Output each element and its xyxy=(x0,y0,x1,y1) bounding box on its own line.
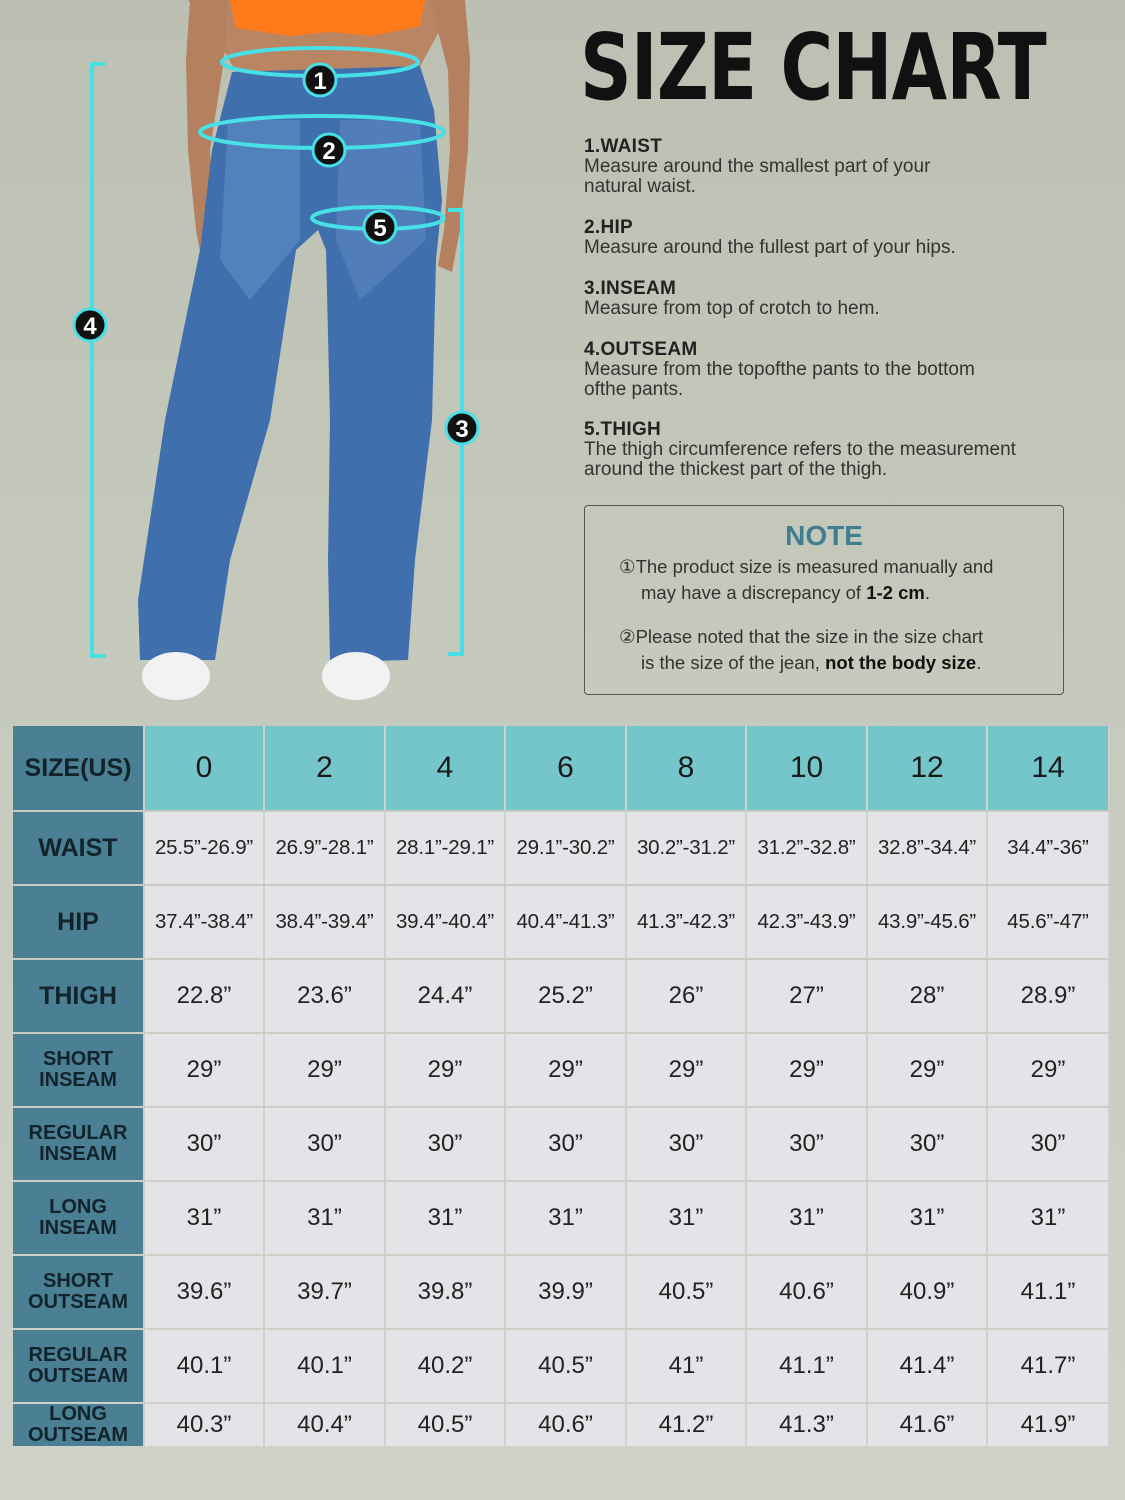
size-column-header: 14 xyxy=(988,726,1110,810)
table-cell: 26” xyxy=(627,960,747,1032)
row-label xyxy=(13,1108,145,1180)
row-label-text: THIGH xyxy=(39,981,117,1010)
orange-crop-top-icon xyxy=(230,0,425,36)
note-text: may have a discrepancy of xyxy=(641,582,867,603)
instruction-text: natural waist. xyxy=(584,176,696,197)
row-label xyxy=(13,812,145,884)
size-column-header: 2 xyxy=(265,726,386,810)
table-cell: 31” xyxy=(506,1182,627,1254)
row-label-text: WAIST xyxy=(38,833,118,862)
table-cell: 30” xyxy=(627,1108,747,1180)
hip-instruction xyxy=(584,218,1084,258)
row-label-text: REGULAR xyxy=(28,1122,128,1144)
instruction-heading: 1.WAIST xyxy=(584,136,663,157)
instruction-text: Measure around the fullest part of your hips. xyxy=(584,237,956,258)
table-cell: 41.6” xyxy=(868,1404,988,1446)
table-cell: 40.9” xyxy=(868,1256,988,1328)
note-item-1-line-1: ①The product size is measured manually and xyxy=(619,556,994,577)
marker-2 xyxy=(313,134,345,166)
table-cell: 41.7” xyxy=(988,1330,1110,1402)
outseam-guide-line xyxy=(92,64,106,656)
row-label-text: REGULAR xyxy=(28,1344,128,1366)
table-cell: 31” xyxy=(265,1182,386,1254)
size-column-header: 6 xyxy=(506,726,627,810)
size-column-header: 0 xyxy=(145,726,265,810)
marker-1 xyxy=(304,64,336,96)
table-cell: 41.9” xyxy=(988,1404,1110,1446)
outseam-instruction xyxy=(584,340,1084,400)
table-cell: 29” xyxy=(988,1034,1110,1106)
table-cell: 40.6” xyxy=(747,1256,868,1328)
table-cell: 29” xyxy=(506,1034,627,1106)
note-item-2-line-2 xyxy=(641,650,1081,676)
size-header-row xyxy=(13,726,1110,810)
row-label xyxy=(13,886,145,958)
size-column-header: 10 xyxy=(747,726,868,810)
table-cell: 31” xyxy=(145,1182,265,1254)
row-label xyxy=(13,1404,145,1446)
size-column-header: 4 xyxy=(386,726,506,810)
table-cell: 40.5” xyxy=(386,1404,506,1446)
table-cell: 30” xyxy=(265,1108,386,1180)
note-title: NOTE xyxy=(785,520,863,551)
table-cell: 27” xyxy=(747,960,868,1032)
table-row xyxy=(13,1034,1110,1106)
table-cell: 40.1” xyxy=(265,1330,386,1402)
table-cell: 29” xyxy=(627,1034,747,1106)
table-cell: 30” xyxy=(988,1108,1110,1180)
table-cell: 41.1” xyxy=(988,1256,1110,1328)
table-cell: 41.3”-42.3” xyxy=(627,886,747,958)
table-cell: 40.1” xyxy=(145,1330,265,1402)
row-label xyxy=(13,1182,145,1254)
table-cell: 29” xyxy=(265,1034,386,1106)
marker-5 xyxy=(364,211,396,243)
note-item-2-line-1: ②Please noted that the size in the size chart xyxy=(619,626,984,647)
row-label-text: LONG xyxy=(49,1196,107,1218)
table-cell: 30.2”-31.2” xyxy=(627,812,747,884)
row-label xyxy=(13,1034,145,1106)
table-cell: 40.5” xyxy=(627,1256,747,1328)
note-emphasis: not the body size xyxy=(825,652,977,673)
table-cell: 29.1”-30.2” xyxy=(506,812,627,884)
marker-2-label: 2 xyxy=(322,138,336,165)
table-cell: 39.9” xyxy=(506,1256,627,1328)
table-cell: 31.2”-32.8” xyxy=(747,812,868,884)
marker-4 xyxy=(74,309,106,341)
marker-3-label: 3 xyxy=(455,416,469,443)
table-cell: 29” xyxy=(868,1034,988,1106)
note-text: is the size of the jean, xyxy=(641,652,826,673)
instruction-text: around the thickest part of the thigh. xyxy=(584,459,888,480)
row-label-text: SHORT xyxy=(43,1048,113,1070)
marker-1-label: 1 xyxy=(313,68,327,95)
instruction-heading: 3.INSEAM xyxy=(584,278,677,299)
row-label-text: SHORT xyxy=(43,1270,113,1292)
note-emphasis: 1-2 cm xyxy=(866,582,925,603)
table-cell: 31” xyxy=(747,1182,868,1254)
table-cell: 37.4”-38.4” xyxy=(145,886,265,958)
row-label-text: INSEAM xyxy=(39,1143,117,1165)
table-cell: 31” xyxy=(988,1182,1110,1254)
table-cell: 39.6” xyxy=(145,1256,265,1328)
marker-4-label: 4 xyxy=(83,313,97,340)
table-cell: 40.3” xyxy=(145,1404,265,1446)
instruction-heading: 2.HIP xyxy=(584,217,634,238)
jeans-model-illustration xyxy=(0,0,560,710)
instruction-text: The thigh circumference refers to the measurement xyxy=(584,439,1016,460)
table-cell: 39.4”-40.4” xyxy=(386,886,506,958)
table-cell: 41.3” xyxy=(747,1404,868,1446)
table-cell: 42.3”-43.9” xyxy=(747,886,868,958)
instruction-text: Measure from the topofthe pants to the bottom xyxy=(584,359,975,380)
table-cell: 24.4” xyxy=(386,960,506,1032)
table-cell: 29” xyxy=(386,1034,506,1106)
size-column-header: 12 xyxy=(868,726,988,810)
table-cell: 28.9” xyxy=(988,960,1110,1032)
instruction-heading: 5.THIGH xyxy=(584,419,662,440)
instruction-heading: 4.OUTSEAM xyxy=(584,339,698,360)
table-cell: 32.8”-34.4” xyxy=(868,812,988,884)
table-row xyxy=(13,1404,1110,1446)
table-cell: 26.9”-28.1” xyxy=(265,812,386,884)
inseam-instruction xyxy=(584,279,1084,319)
table-cell: 41.2” xyxy=(627,1404,747,1446)
table-cell: 39.8” xyxy=(386,1256,506,1328)
row-label xyxy=(13,1256,145,1328)
table-row xyxy=(13,1330,1110,1402)
instruction-text: Measure around the smallest part of your xyxy=(584,156,931,177)
table-cell: 28” xyxy=(868,960,988,1032)
table-cell: 30” xyxy=(747,1108,868,1180)
thigh-instruction xyxy=(584,420,1084,480)
table-cell: 30” xyxy=(506,1108,627,1180)
right-shoe-icon xyxy=(322,652,390,700)
instruction-text: ofthe pants. xyxy=(584,379,684,400)
row-label-text: INSEAM xyxy=(39,1217,117,1239)
size-header-label: SIZE(US) xyxy=(13,726,145,810)
table-cell: 30” xyxy=(145,1108,265,1180)
table-cell: 41” xyxy=(627,1330,747,1402)
marker-3 xyxy=(446,412,478,444)
table-cell: 22.8” xyxy=(145,960,265,1032)
table-cell: 39.7” xyxy=(265,1256,386,1328)
row-label-text: INSEAM xyxy=(39,1069,117,1091)
row-label-text: OUTSEAM xyxy=(28,1291,128,1313)
row-label-text: HIP xyxy=(57,907,99,936)
row-label-text: LONG xyxy=(49,1403,107,1425)
table-cell: 30” xyxy=(868,1108,988,1180)
table-row xyxy=(13,1182,1110,1254)
waist-instruction xyxy=(584,137,1084,197)
table-cell: 29” xyxy=(747,1034,868,1106)
table-cell: 25.2” xyxy=(506,960,627,1032)
table-cell: 30” xyxy=(386,1108,506,1180)
table-cell: 41.4” xyxy=(868,1330,988,1402)
table-cell: 43.9”-45.6” xyxy=(868,886,988,958)
table-cell: 40.4” xyxy=(265,1404,386,1446)
row-label-text: OUTSEAM xyxy=(28,1424,128,1446)
table-cell: 23.6” xyxy=(265,960,386,1032)
table-cell: 40.5” xyxy=(506,1330,627,1402)
left-shoe-icon xyxy=(142,652,210,700)
table-cell: 28.1”-29.1” xyxy=(386,812,506,884)
page-title: SIZE CHART xyxy=(580,14,1046,121)
table-cell: 40.2” xyxy=(386,1330,506,1402)
table-row xyxy=(13,1256,1110,1328)
table-cell: 31” xyxy=(868,1182,988,1254)
note-item-1-line-2 xyxy=(641,580,1081,606)
size-column-header: 8 xyxy=(627,726,747,810)
table-row xyxy=(13,886,1110,958)
instruction-text: Measure from top of crotch to hem. xyxy=(584,298,880,319)
table-cell: 31” xyxy=(386,1182,506,1254)
note-box xyxy=(584,505,1064,695)
row-label xyxy=(13,960,145,1032)
table-cell: 41.1” xyxy=(747,1330,868,1402)
table-cell: 40.6” xyxy=(506,1404,627,1446)
note-text: . xyxy=(976,652,982,673)
table-row xyxy=(13,812,1110,884)
table-cell: 45.6”-47” xyxy=(988,886,1110,958)
table-cell: 38.4”-39.4” xyxy=(265,886,386,958)
table-cell: 31” xyxy=(627,1182,747,1254)
marker-5-label: 5 xyxy=(373,215,387,242)
table-cell: 25.5”-26.9” xyxy=(145,812,265,884)
table-cell: 34.4”-36” xyxy=(988,812,1110,884)
note-text: . xyxy=(924,582,930,603)
table-cell: 40.4”-41.3” xyxy=(506,886,627,958)
table-cell: 29” xyxy=(145,1034,265,1106)
row-label xyxy=(13,1330,145,1402)
table-row xyxy=(13,1108,1110,1180)
row-label-text: OUTSEAM xyxy=(28,1365,128,1387)
table-row xyxy=(13,960,1110,1032)
